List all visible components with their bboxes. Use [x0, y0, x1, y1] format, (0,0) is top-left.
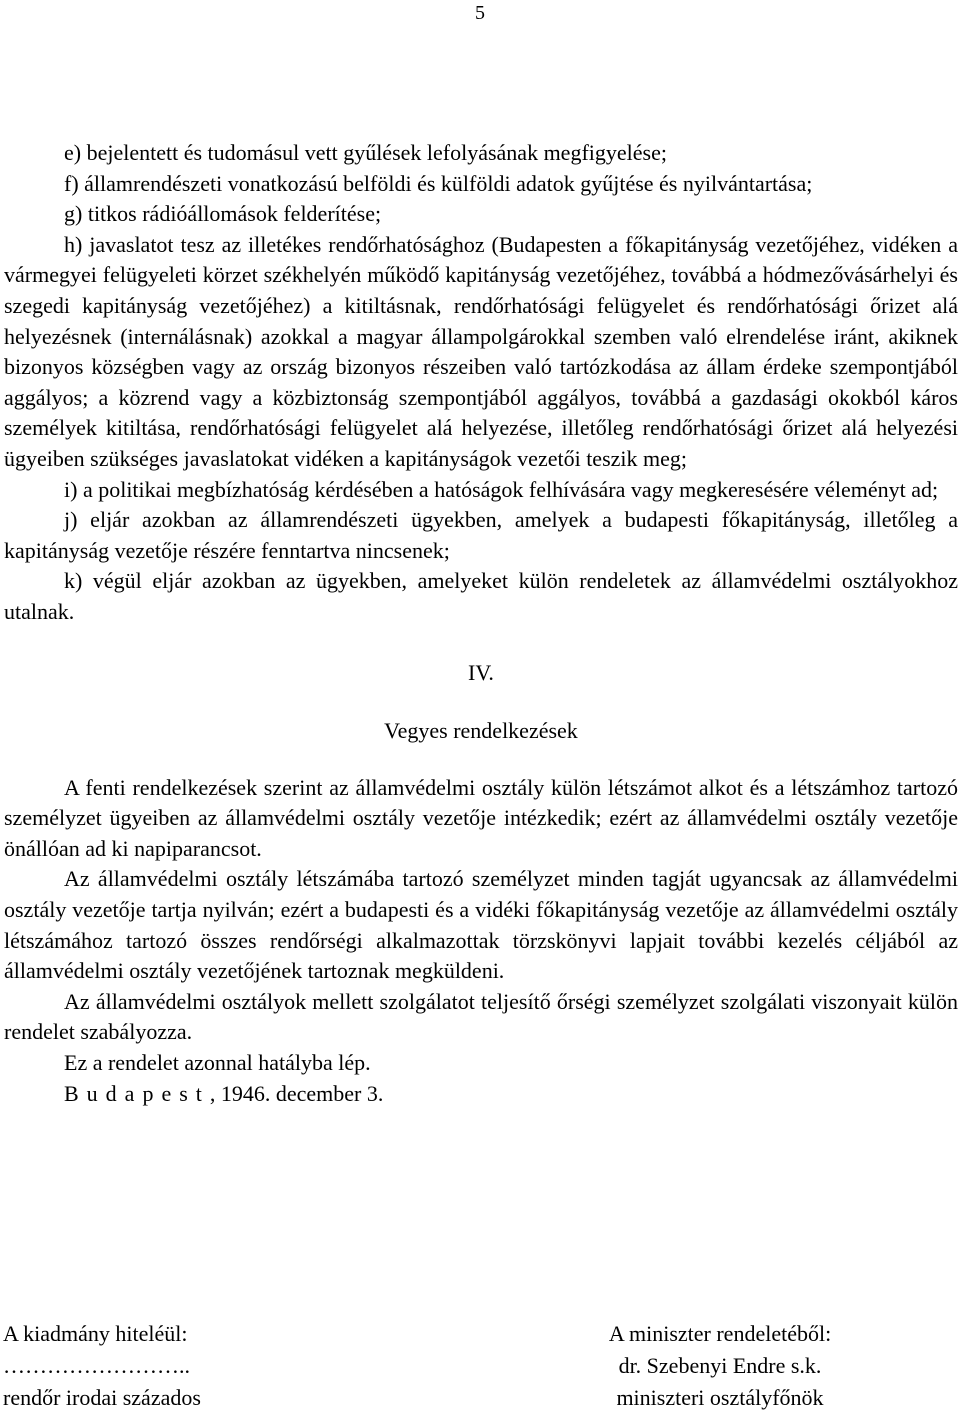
signature-left-title: rendőr irodai százados — [3, 1385, 201, 1410]
signature-left-dots: …………………….. — [3, 1353, 190, 1378]
date-value: , 1946. december 3. — [209, 1080, 384, 1106]
provision-paragraph: Az államvédelmi osztályok mellett szolgálatot teljesítő őrségi személyzet szolgálati viszonyait külön rendelet szabályozza. — [4, 988, 958, 1045]
document-body — [4, 138, 958, 1109]
page-number: 5 — [475, 2, 485, 24]
signature-left — [3, 1318, 423, 1414]
list-item-i: i) a politikai megbízhatóság kérdésében a hatóságok felhívására vagy megkeresésére véleményt ad; — [64, 476, 939, 502]
signature-right-name: dr. Szebenyi Endre s.k. — [618, 1353, 822, 1378]
signature-right — [560, 1318, 880, 1414]
list-item-k: k) végül eljár azokban az ügyekben, amelyeket külön rendeletek az államvédelmi osztályokhoz utalnak. — [4, 568, 958, 624]
list-item-e: e) bejelentett és tudomásul vett gyűlések lefolyásának megfigyelése; — [64, 140, 667, 165]
section-number: IV. — [468, 659, 494, 685]
provision-paragraph: Az államvédelmi osztály létszámába tartozó személyzet minden tagját ugyancsak az államvédelmi osztály vezetője tartja nyilván; ezért a budapesti és a vidéki főkapitányság vezetője az államvédelmi osztály létszámához tartozó összes rendőrségi alkalmazottak törzskönyvi lapjait további kezelés céljából az államvédelmi osztály vezetőjének tartoznak megküldeni. — [4, 866, 958, 984]
signature-right-title: miniszteri osztályfőnök — [616, 1385, 824, 1410]
date-line — [4, 1079, 958, 1110]
list-item-g: g) titkos rádióállomások felderítése; — [64, 201, 382, 227]
signature-left-heading: A kiadmány hiteléül: — [3, 1321, 188, 1346]
list-item-f: f) államrendészeti vonatkozású belföldi és külföldi adatok gyűjtése és nyilvántartása; — [64, 170, 813, 196]
provision-paragraph: Ez a rendelet azonnal hatályba lép. — [64, 1050, 371, 1076]
date-place: Budapest — [64, 1080, 210, 1106]
provision-paragraph: A fenti rendelkezések szerint az államvédelmi osztály külön létszámot alkot és a létszámhoz tartozó személyzet ügyeiben az államvédelmi osztály vezetője intézkedik; ezért az államvédelmi osztály vezetője önállóan ad ki napiparancsot. — [4, 774, 958, 861]
signature-right-heading: A miniszter rendeletéből: — [608, 1321, 832, 1346]
section-title: Vegyes rendelkezések — [384, 718, 578, 744]
list-item-h: h) javaslatot tesz az illetékes rendőrhatósághoz (Budapesten a főkapitányság vezetőjéhez, vidéken a vármegyei felügyeleti körzet székhelyén működő kapitányság vezetőjéhez, továbbá a hódmezővásárhelyi és szegedi kapitányság vezetőjéhez) a kitiltásnak, rendőrhatósági felügyelet és rendőrhatósági őrizet alá helyezésnek (internálásnak) azokkal a magyar állampolgárokkal szemben való elrendelése iránt, akiknek bizonyos községben vagy az ország bizonyos részeiben való tartózkodása az állam érdeke szempontjából aggályos; a közrend vagy a közbiztonság szempontjából aggályos, továbbá a gazdasági okokból káros személyek kitiltása, rendőrhatósági felügyelet alá helyezése, illetőleg rendőrhatósági őrizet alá helyezési ügyeiben szükséges javaslatokat vidéken a kapitányságok vezetői teszik meg; — [4, 231, 958, 471]
list-item-j: j) eljár azokban az államrendészeti ügyekben, amelyek a budapesti főkapitányság, illetőleg a kapitányság vezetője részére fenntartva nincsenek; — [4, 507, 958, 563]
